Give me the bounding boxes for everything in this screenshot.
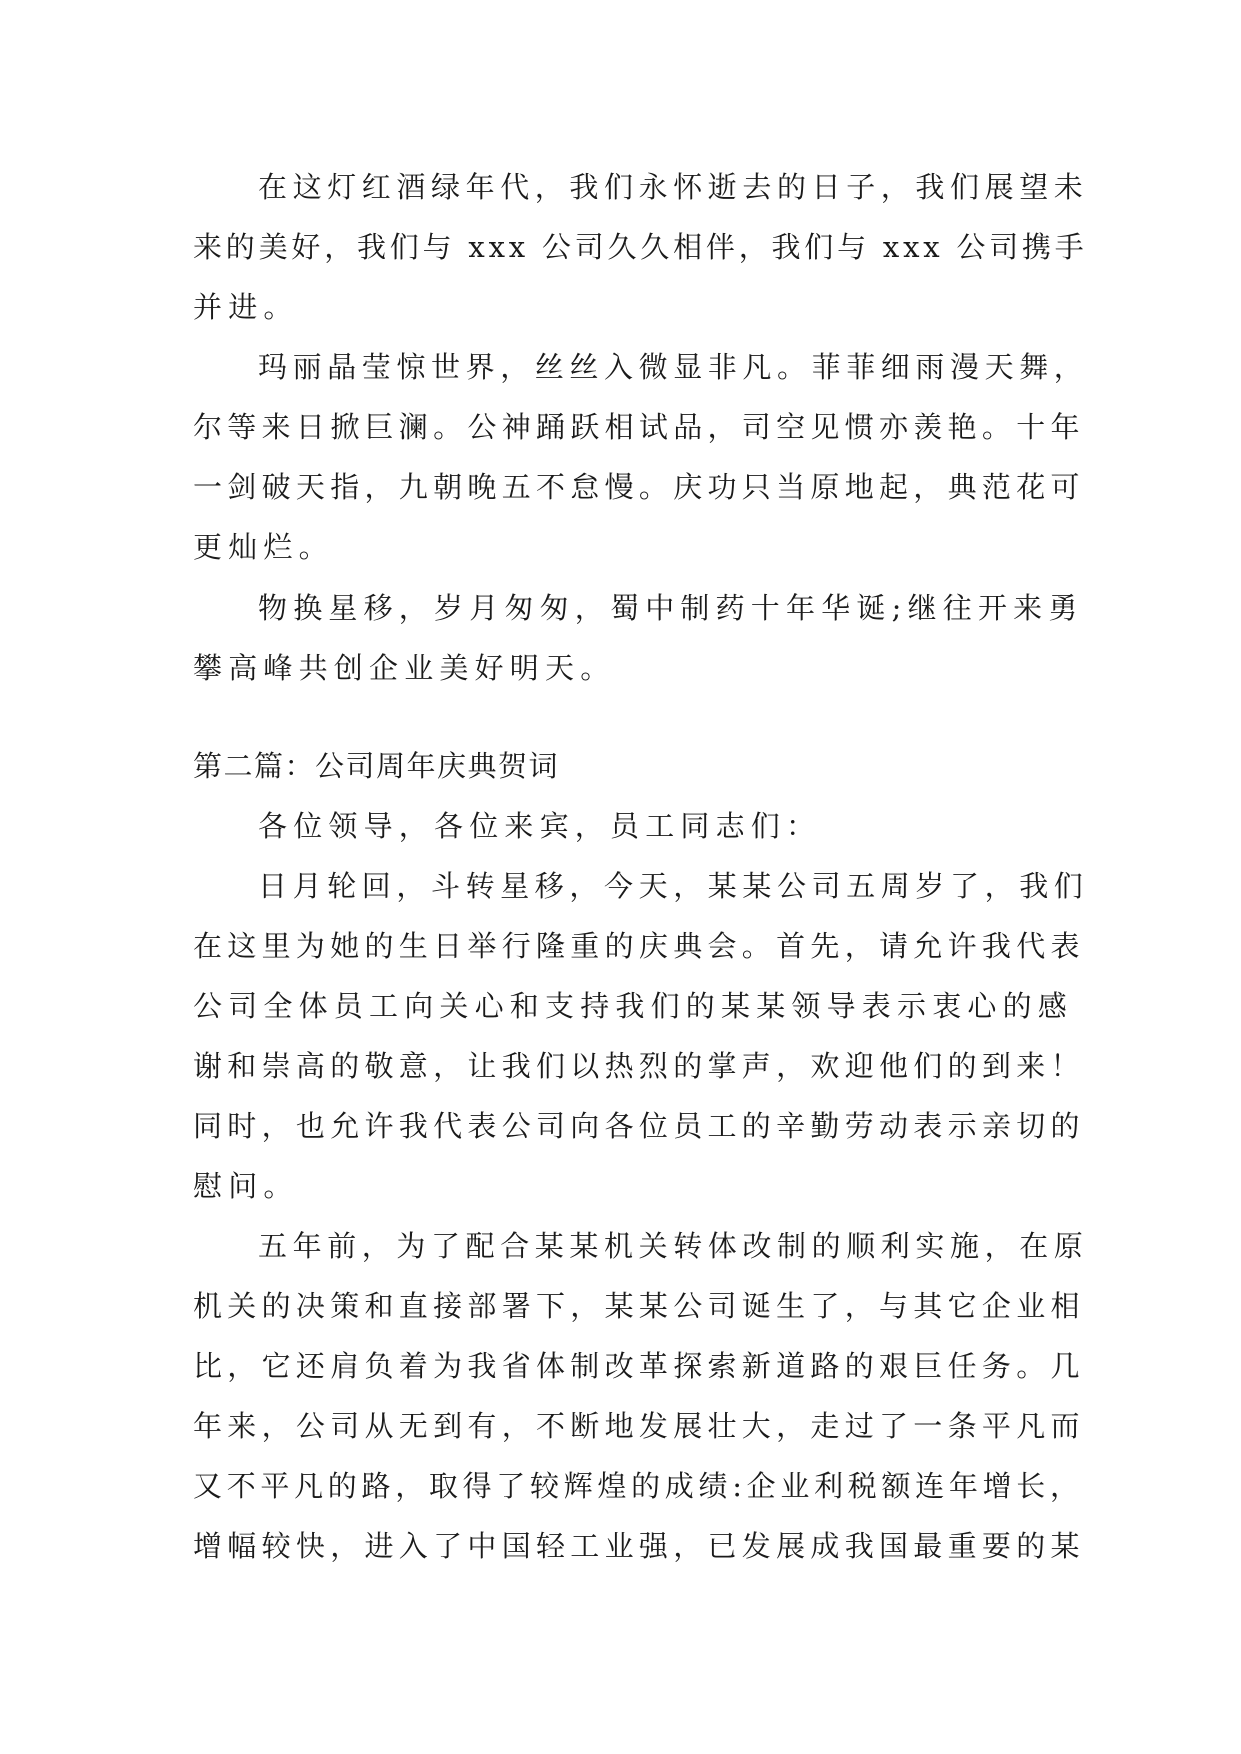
paragraph-4-line-3: 公司全体员工向关心和支持我们的某某领导表示衷心的感 <box>193 989 1074 1023</box>
paragraph-5-line-1: 五年前，为了配合某某机关转体改制的顺利实施，在原 <box>258 1229 1089 1263</box>
paragraph-4-line-1: 日月轮回，斗转星移，今天，某某公司五周岁了，我们 <box>258 869 1089 903</box>
paragraph-2-line-4: 更灿烂。 <box>193 530 334 564</box>
paragraph-2-line-2: 尔等来日掀巨澜。公神踊跃相试品，司空见惯亦羡艳。十年 <box>193 410 1085 444</box>
paragraph-4-line-6: 慰问。 <box>193 1169 299 1203</box>
paragraph-4-line-4: 谢和崇高的敬意，让我们以热烈的掌声，欢迎他们的到来！ <box>193 1049 1085 1083</box>
paragraph-1-line-1: 在这灯红酒绿年代，我们永怀逝去的日子，我们展望未 <box>258 170 1089 204</box>
paragraph-3-line-1: 物换星移，岁月匆匆，蜀中制药十年华诞;继往开来勇 <box>258 591 1084 625</box>
paragraph-1-line-2: 来的美好，我们与 xxx 公司久久相伴，我们与 xxx 公司携手 <box>193 230 1088 264</box>
paragraph-5-line-6: 增幅较快，进入了中国轻工业强，已发展成我国最重要的某 <box>193 1529 1085 1563</box>
paragraph-2-line-1: 玛丽晶莹惊世界，丝丝入微显非凡。菲菲细雨漫天舞， <box>258 350 1089 384</box>
paragraph-5-line-5: 又不平凡的路，取得了较辉煌的成绩:企业利税额连年增长， <box>193 1469 1084 1503</box>
paragraph-4-line-2: 在这里为她的生日举行隆重的庆典会。首先，请允许我代表 <box>193 929 1085 963</box>
salutation: 各位领导，各位来宾，员工同志们： <box>258 809 822 843</box>
paragraph-4-line-5: 同时，也允许我代表公司向各位员工的辛勤劳动表示亲切的 <box>193 1109 1085 1143</box>
paragraph-3-line-2: 攀高峰共创企业美好明天。 <box>193 651 616 685</box>
paragraph-2-line-3: 一剑破天指，九朝晚五不怠慢。庆功只当原地起，典范花可 <box>193 470 1085 504</box>
paragraph-5-line-2: 机关的决策和直接部署下，某某公司诞生了，与其它企业相 <box>193 1289 1085 1323</box>
paragraph-5-line-4: 年来，公司从无到有，不断地发展壮大，走过了一条平凡而 <box>193 1409 1085 1443</box>
section-heading: 第二篇：公司周年庆典贺词 <box>193 749 560 783</box>
paragraph-5-line-3: 比，它还肩负着为我省体制改革探索新道路的艰巨任务。几 <box>193 1349 1085 1383</box>
paragraph-1-line-3: 并进。 <box>193 290 299 324</box>
